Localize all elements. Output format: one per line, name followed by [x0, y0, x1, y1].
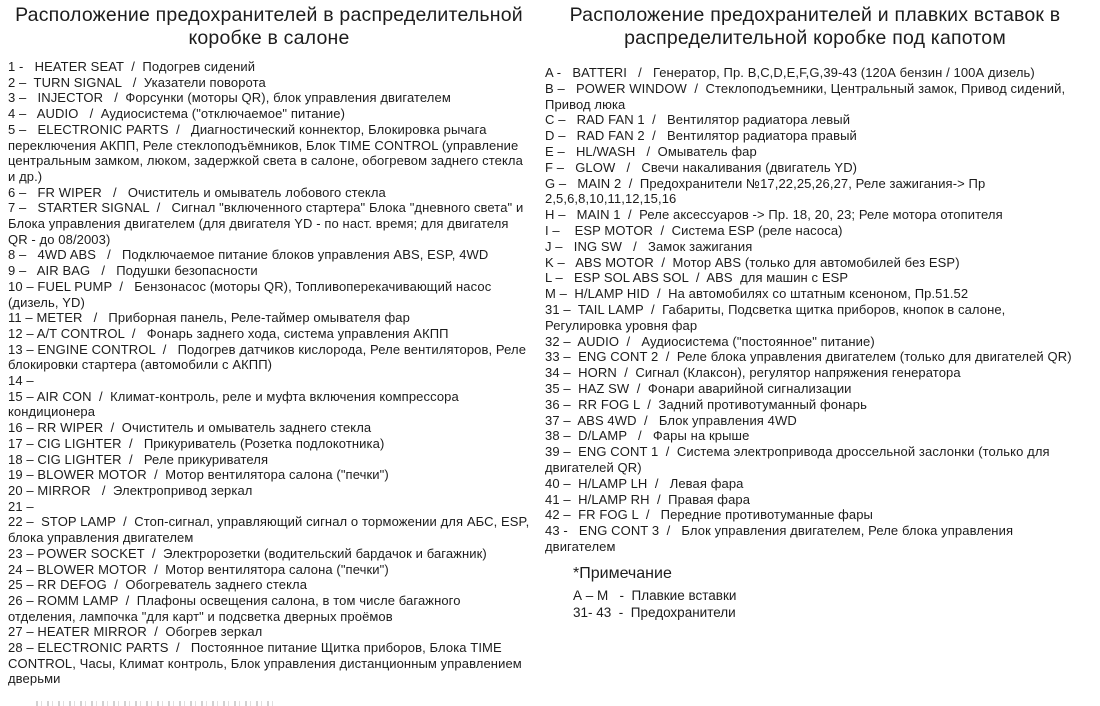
fuse-item: A - BATTERI / Генератор, Пр. B,C,D,E,F,G,39-43 (120А бензин / 100А дизель): [545, 65, 1035, 80]
fuse-item: 22 – STOP LAMP / Стоп-сигнал, управляющий сигнал о торможении для АБС, ESP, блока управления двигателем: [8, 514, 534, 546]
fuse-item: 9 – AIR BAG / Подушки безопасности: [8, 263, 258, 279]
fuse-item: H – MAIN 1 / Реле аксессуаров -> Пр. 18, 20, 23; Реле мотора отопителя: [545, 207, 1003, 223]
fuse-item: 17 – CIG LIGHTER / Прикуриватель (Розетка подлокотника): [8, 435, 385, 451]
fuse-item: 24 – BLOWER MOTOR / Мотор вентилятора салона ("печки"): [8, 561, 389, 577]
fuse-item: 36 – RR FOG L / Задний противотуманный фонарь: [545, 396, 867, 412]
fuse-item: 18 – CIG LIGHTER / Реле прикуривателя: [8, 451, 269, 467]
fuse-item: 19 – BLOWER MOTOR / Мотор вентилятора салона ("печки"): [8, 467, 389, 483]
fuse-item: 37 – ABS 4WD / Блок управления 4WD: [545, 412, 797, 428]
fuse-item: 7 – STARTER SIGNAL / Сигнал "включенного стартера" Блока "дневного света" и Блока управления двигателем (для двигателя YD - по наст. время; для двигателя QR - до 08/2003): [8, 200, 528, 247]
fuse-item: C – RAD FAN 1 / Вентилятор радиатора левый: [545, 112, 851, 128]
fuse-item: 35 – HAZ SW / Фонари аварийной сигнализации: [545, 380, 852, 396]
fuse-item: K – ABS MOTOR / Мотор ABS (только для автомобилей без ESP): [545, 254, 960, 270]
fuse-item: M – H/LAMP HID / На автомобилях со штатным ксеноном, Пр.51.52: [545, 286, 969, 302]
fuse-item: 8 – 4WD ABS / Подключаемое питание блоков управления ABS, ESP, 4WD: [8, 247, 489, 263]
fuse-item: 11 – METER / Приборная панель, Реле-таймер омывателя фар: [8, 310, 410, 326]
fuse-item: 21 –: [8, 498, 34, 514]
cropped-text-artifact: [36, 701, 274, 706]
fuse-item: L – ESP SOL ABS SOL / ABS для машин с ESP: [545, 270, 849, 286]
fuse-item: 32 – AUDIO / Аудиосистема ("постоянное" питание): [545, 333, 875, 349]
fuse-item: 3 – INJECTOR / Форсунки (моторы QR), блок управления двигателем: [8, 90, 451, 106]
fuse-item: 5 – ELECTRONIC PARTS / Диагностический коннектор, Блокировка рычага переключения АКПП, Реле стеклоподъёмников, Блок TIME CONTROL (управление центральным замком, люком, задержкой света в салоне, обогревом заднего стекла и др.): [8, 121, 527, 184]
fuse-item: 4 – AUDIO / Аудиосистема ("отключаемое" питание): [8, 106, 346, 122]
fuse-item: 25 – RR DEFOG / Обогреватель заднего стекла: [8, 577, 308, 593]
fuse-item: 16 – RR WIPER / Очиститель и омыватель заднего стекла: [8, 420, 372, 436]
note-line-fusible-links: А – М - Плавкие вставки: [573, 587, 737, 603]
fuse-item: 38 – D/LAMP / Фары на крыше: [545, 428, 750, 444]
fuse-item: J – ING SW / Замок зажигания: [545, 238, 753, 254]
fuse-item: I – ESP MOTOR / Система ESP (реле насоса): [545, 222, 843, 238]
fuse-item: 41 – H/LAMP RH / Правая фара: [545, 491, 751, 507]
fuse-item: B – POWER WINDOW / Стеклоподъемники, Центральный замок, Привод сидений, Привод люка: [545, 80, 1069, 112]
fuse-item: 33 – ENG CONT 2 / Реле блока управления двигателем (только для двигателей QR): [545, 349, 1072, 365]
fuse-item: 23 – POWER SOCKET / Электророзетки (водительский бардачок и багажник): [8, 545, 487, 561]
hood-fusebox-section: [545, 0, 1085, 621]
fuse-item: 10 – FUEL PUMP / Бензонасос (моторы QR), Топливоперекачивающий насос (дизель, YD): [8, 278, 496, 310]
fuse-item: 2 – TURN SIGNAL / Указатели поворота: [8, 74, 266, 90]
fuse-item: 20 – MIRROR / Электропривод зеркал: [8, 482, 253, 498]
fuse-item: 12 – A/T CONTROL / Фонарь заднего хода, система управления АКПП: [8, 325, 449, 341]
fuse-item: 39 – ENG CONT 1 / Система электропривода дроссельной заслонки (только для двигателей QR): [545, 444, 1054, 475]
note-title: *Примечание: [573, 564, 672, 582]
fuse-item: G – MAIN 2 / Предохранители №17,22,25,26,27, Реле зажигания-> Пр 2,5,6,8,10,11,12,15,16: [545, 175, 990, 207]
note-block: [545, 564, 1085, 621]
cabin-fusebox-section: [8, 0, 534, 687]
fuse-item: 27 – HEATER MIRROR / Обогрев зеркал: [8, 624, 263, 640]
fuse-item: 15 – AIR CON / Климат-контроль, реле и муфта включения компрессора кондиционера: [8, 388, 463, 420]
cabin-fusebox-title: Расположение предохранителей в распределительной коробке в салоне: [15, 4, 523, 49]
fuse-item: F – GLOW / Свечи накаливания (двигатель YD): [545, 159, 858, 175]
fuse-item: 1 - HEATER SEAT / Подогрев сидений: [8, 59, 256, 74]
fuse-item: 28 – ELECTRONIC PARTS / Постоянное питание Щитка приборов, Блока TIME CONTROL, Часы, Климат контроль, Блок управления дистанционным управлением дверьми: [8, 640, 526, 687]
fuse-item: 13 – ENGINE CONTROL / Подогрев датчиков кислорода, Реле вентиляторов, Реле блокировки стартера (автомобили с АКПП): [8, 341, 530, 373]
fuse-item: 26 – ROMM LAMP / Плафоны освещения салона, в том числе багажного отделения, лампочка "для карт" и подсветка дверных проёмов: [8, 592, 465, 624]
note-line-fuses: 31- 43 - Предохранители: [573, 604, 736, 620]
hood-fusebox-title: Расположение предохранителей и плавких вставок в распределительной коробке под капотом: [569, 4, 1061, 49]
hood-fuse-list: [545, 65, 1085, 555]
fuse-item: 40 – H/LAMP LH / Левая фара: [545, 475, 744, 491]
fuse-item: 43 - ENG CONT 3 / Блок управления двигателем, Реле блока управления двигателем: [545, 523, 1017, 554]
fuse-item: 14 –: [8, 373, 34, 389]
fuse-item: 34 – HORN / Сигнал (Клаксон), регулятор напряжения генератора: [545, 365, 961, 381]
cabin-fuse-list: [8, 59, 534, 687]
fuse-item: 42 – FR FOG L / Передние противотуманные фары: [545, 507, 873, 523]
fuse-item: 31 – TAIL LAMP / Габариты, Подсветка щитка приборов, кнопок в салоне, Регулировка уровня фар: [545, 301, 1010, 333]
fuse-item: D – RAD FAN 2 / Вентилятор радиатора правый: [545, 128, 857, 144]
fuse-item: 6 – FR WIPER / Очиститель и омыватель лобового стекла: [8, 184, 386, 200]
fuse-item: E – HL/WASH / Омыватель фар: [545, 143, 757, 159]
